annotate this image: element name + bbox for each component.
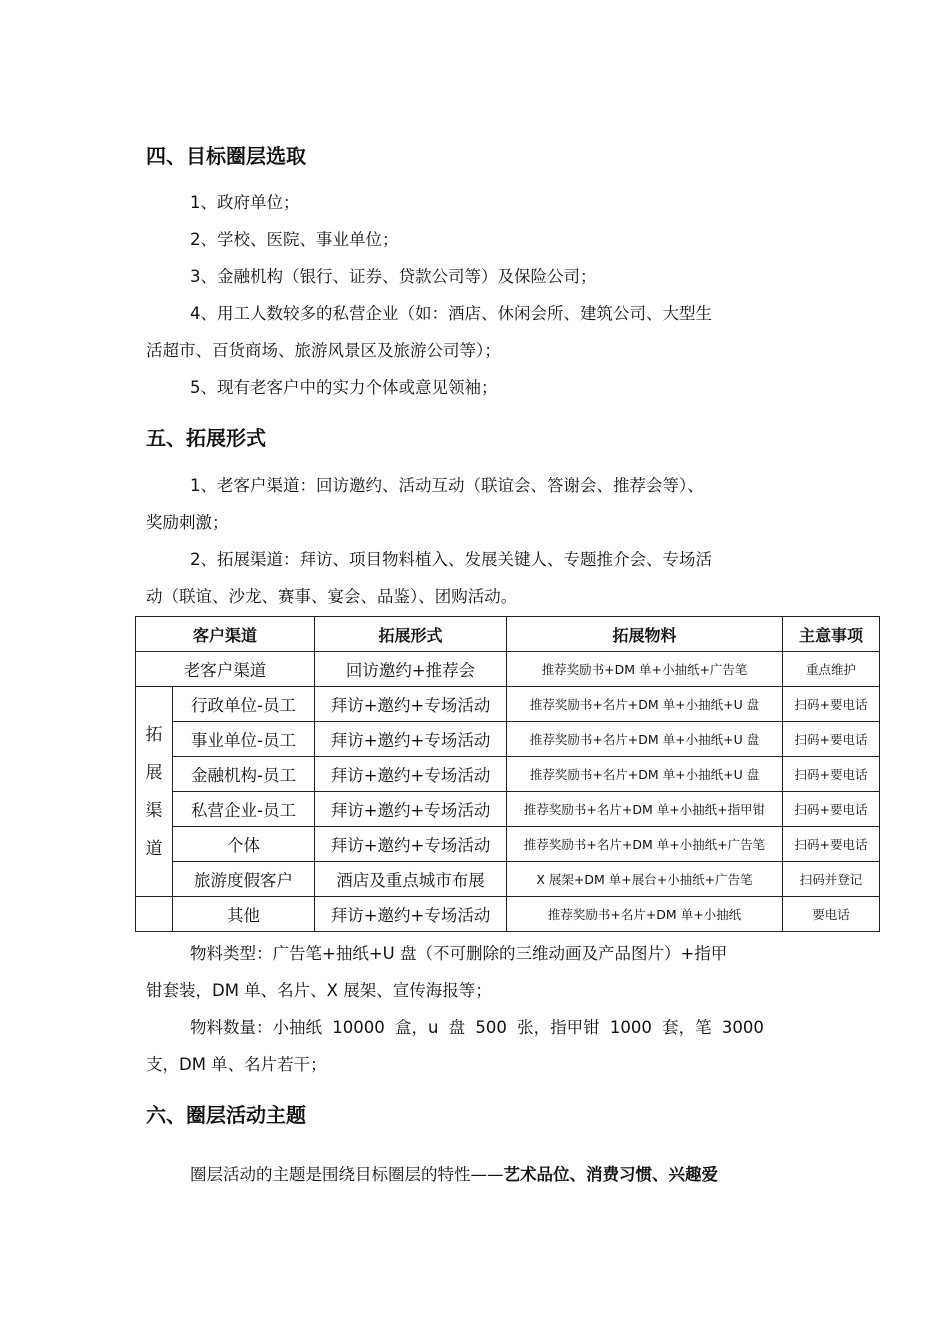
section-6-heading: 六、圈层活动主题 (146, 1103, 306, 1127)
table-row (136, 687, 880, 722)
channel-cell: 私营企业-员工 (173, 792, 315, 827)
material-cell: X 展架+DM 单+展台+小抽纸+广告笔 (507, 862, 783, 897)
header-cell: 拓展物料 (507, 617, 783, 652)
material-cell: 推荐奖励书+名片+DM 单+小抽纸+U 盘 (507, 757, 783, 792)
note-cell: 扫码+要电话 (783, 687, 880, 722)
list-item: 3、金融机构（银行、证券、贷款公司等）及保险公司； (190, 267, 597, 286)
channel-table (135, 616, 880, 932)
channel-cell: 其他 (173, 897, 315, 932)
table-row (136, 897, 880, 932)
channel-cell: 旅游度假客户 (173, 862, 315, 897)
material-cell: 推荐奖励书+名片+DM 单+小抽纸 (507, 897, 783, 932)
list-item-continuation: 活超市、百货商场、旅游风景区及旅游公司等）； (146, 341, 501, 360)
form-cell: 拜访+邀约+专场活动 (315, 687, 507, 722)
paragraph-continuation: 奖励刺激； (146, 513, 229, 532)
materials-type-continuation: 钳套装，DM 单、名片、X 展架、宣传海报等； (146, 981, 492, 1000)
paragraph: 1、老客户渠道：回访邀约、活动互动（联谊会、答谢会、推荐会等）、 (190, 476, 704, 495)
form-cell: 拜访+邀约+专场活动 (315, 827, 507, 862)
section-4-heading: 四、目标圈层选取 (146, 144, 306, 168)
section-5-heading: 五、拓展形式 (146, 426, 266, 450)
note-cell: 要电话 (783, 897, 880, 932)
list-item: 4、用工人数较多的私营企业（如：酒店、休闲会所、建筑公司、大型生 (190, 304, 712, 323)
paragraph: 2、拓展渠道：拜访、项目物料植入、发展关键人、专题推介会、专场活 (190, 550, 712, 569)
materials-quantity: 物料数量：小抽纸 10000 盒，u 盘 500 张，指甲钳 1000 套，笔 3000 (190, 1018, 764, 1037)
material-cell: 推荐奖励书+名片+DM 单+小抽纸+U 盘 (507, 722, 783, 757)
note-cell: 扫码并登记 (783, 862, 880, 897)
group-label-char: 渠 (145, 800, 163, 821)
list-item: 2、学校、医院、事业单位； (190, 230, 399, 249)
empty-cell (136, 897, 173, 932)
note-cell: 扫码+要电话 (783, 757, 880, 792)
note-cell: 扫码+要电话 (783, 792, 880, 827)
form-cell: 拜访+邀约+专场活动 (315, 757, 507, 792)
materials-type: 物料类型：广告笔+抽纸+U 盘（不可删除的三维动画及产品图片）+指甲 (190, 944, 728, 963)
list-item: 1、政府单位； (190, 193, 300, 212)
table-row (136, 862, 880, 897)
form-cell: 酒店及重点城市布展 (315, 862, 507, 897)
table-header-row (136, 617, 880, 652)
channel-cell: 个体 (173, 827, 315, 862)
material-cell: 推荐奖励书+名片+DM 单+小抽纸+指甲钳 (507, 792, 783, 827)
form-cell: 拜访+邀约+专场活动 (315, 897, 507, 932)
material-cell: 推荐奖励书+DM 单+小抽纸+广告笔 (507, 652, 783, 687)
form-cell: 拜访+邀约+专场活动 (315, 792, 507, 827)
group-label-char: 道 (145, 838, 163, 859)
table-row (136, 757, 880, 792)
intro-bold-text: 艺术品位、消费习惯、兴趣爱 (503, 1165, 718, 1184)
header-cell: 主意事项 (783, 617, 880, 652)
channel-cell: 事业单位-员工 (173, 722, 315, 757)
table-row (136, 827, 880, 862)
intro-text: 圈层活动的主题是围绕目标圈层的特性—— (190, 1165, 504, 1184)
channel-cell: 行政单位-员工 (173, 687, 315, 722)
material-cell: 推荐奖励书+名片+DM 单+小抽纸+广告笔 (507, 827, 783, 862)
form-cell: 回访邀约+推荐会 (315, 652, 507, 687)
channel-cell: 老客户渠道 (136, 652, 315, 687)
form-cell: 拜访+邀约+专场活动 (315, 722, 507, 757)
note-cell: 重点维护 (783, 652, 880, 687)
group-label-char: 拓 (145, 724, 163, 745)
group-label-cell (136, 687, 173, 897)
table-row (136, 652, 880, 687)
paragraph-continuation: 动（联谊、沙龙、赛事、宴会、品鉴）、团购活动。 (146, 587, 518, 606)
table-row (136, 792, 880, 827)
materials-quantity-continuation: 支，DM 单、名片若干； (146, 1055, 327, 1074)
group-label-char: 展 (145, 762, 163, 783)
table-row (136, 722, 880, 757)
note-cell: 扫码+要电话 (783, 827, 880, 862)
header-cell: 客户渠道 (136, 617, 315, 652)
material-cell: 推荐奖励书+名片+DM 单+小抽纸+U 盘 (507, 687, 783, 722)
section-6-intro (190, 1161, 718, 1185)
header-cell: 拓展形式 (315, 617, 507, 652)
channel-cell: 金融机构-员工 (173, 757, 315, 792)
note-cell: 扫码+要电话 (783, 722, 880, 757)
list-item: 5、现有老客户中的实力个体或意见领袖； (190, 378, 498, 397)
